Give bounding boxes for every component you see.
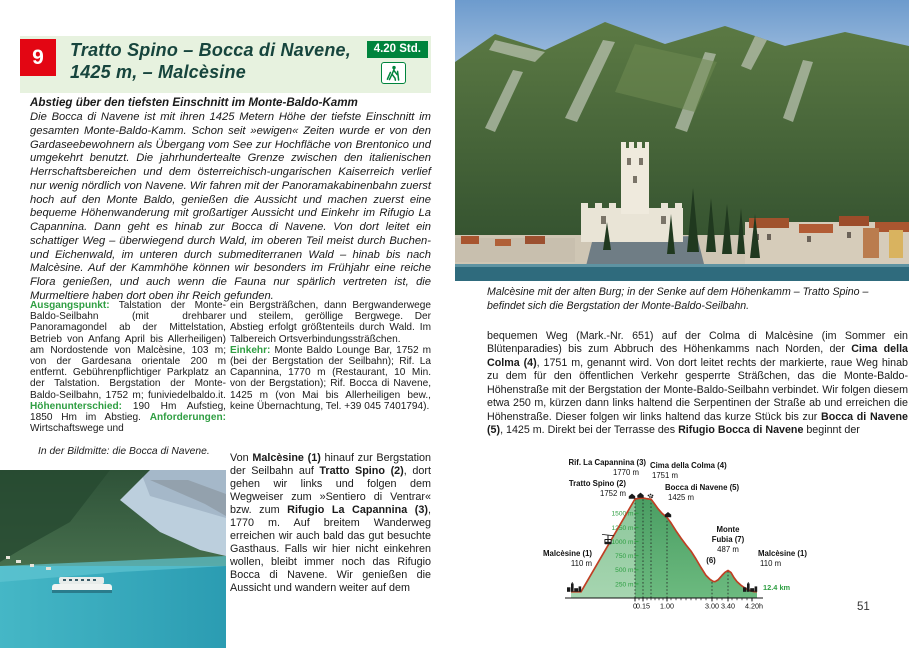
svg-text:0: 0 bbox=[633, 601, 637, 611]
photo-town-left bbox=[455, 236, 575, 262]
svg-text:4.20: 4.20 bbox=[745, 601, 759, 611]
photo-lake-shimmer bbox=[455, 264, 909, 267]
left-page bbox=[0, 0, 440, 648]
svg-text:1250 m: 1250 m bbox=[611, 524, 634, 532]
route-number-badge: 9 bbox=[20, 39, 56, 76]
page-number: 51 bbox=[857, 601, 870, 613]
svg-text:3.00: 3.00 bbox=[705, 601, 719, 611]
info-column-2 bbox=[230, 300, 431, 412]
text-hoehenunterschied: 190 Hm Aufstieg, 1850 Hm im Abstieg. bbox=[30, 400, 226, 424]
svg-text:1000 m: 1000 m bbox=[611, 538, 634, 546]
label-ausgangspunkt: Ausgangspunkt: bbox=[30, 300, 110, 311]
svg-text:1500 m: 1500 m bbox=[611, 510, 634, 518]
svg-text:h: h bbox=[759, 601, 763, 611]
village-icon bbox=[567, 582, 581, 592]
route-subtitle: Abstieg über den tiefsten Einschnitt im Monte-Baldo-Kamm bbox=[30, 96, 358, 109]
text-ausgangspunkt: Talstation der Monte-Baldo-Seilbahn (mit drehbarer Panoramagondel ab der Mittelstation, Betrieb von Anfang April bis Allerheiligen) am Nordostende von Malcèsine, 103 m; von der Gardesana orientale 200 m entfernt. Gebührenpflichtiger Parkplatz an der Talstation. Bergstation der Monte-Baldo-Seilbahn, 1752 m; funiviedelbaldo.it. bbox=[30, 300, 226, 401]
route-title-line2: 1425 m, – Malcèsine bbox=[70, 61, 246, 82]
svg-text:500 m: 500 m bbox=[615, 567, 634, 575]
svg-text:487 m: 487 m bbox=[717, 545, 739, 554]
hiker-icon bbox=[381, 62, 406, 84]
svg-text:Cima della Colma (4): Cima della Colma (4) bbox=[650, 461, 727, 470]
route-header bbox=[20, 36, 431, 93]
text-anforderungen: Wirtschaftswege und bbox=[30, 423, 124, 435]
photo-caption: Malcèsine mit der alten Burg; in der Senke auf dem Höhenkamm – Tratto Spino – befindet sich die Bergstation der Monte-Baldo-Seilbahn. bbox=[487, 286, 869, 312]
duration-badge: 4.20 Std. bbox=[367, 41, 428, 58]
photo-ferry-boat bbox=[52, 577, 112, 593]
svg-text:110 m: 110 m bbox=[570, 559, 592, 568]
svg-text:Rif. La Capannina (3): Rif. La Capannina (3) bbox=[568, 458, 646, 467]
svg-text:Malcèsine (1): Malcèsine (1) bbox=[543, 549, 592, 558]
svg-text:1770 m: 1770 m bbox=[612, 468, 639, 477]
label-einkehr: Einkehr: bbox=[230, 344, 271, 356]
svg-text:1752 m: 1752 m bbox=[599, 489, 626, 498]
route-title-line1: Tratto Spino – Bocca di Navene, bbox=[70, 40, 351, 60]
text-einkehr: Monte Baldo Lounge Bar, 1752 m (bei der Bergstation der Seilbahn); Rif. La Capannina, 1770 m (Restaurant, 10 Min. von der Bergstation); Rif. Bocca di Navene, 1425 m (von Mai bis Allerheiligen bew., keine Übernachtung, Tel. +39 045 7401794). bbox=[230, 344, 431, 412]
elevation-profile-chart bbox=[515, 455, 855, 617]
svg-text:(6): (6) bbox=[706, 556, 716, 565]
svg-text:12.4 km: 12.4 km bbox=[763, 583, 791, 592]
svg-text:Bocca di Navene (5): Bocca di Navene (5) bbox=[665, 483, 740, 492]
svg-text:110 m: 110 m bbox=[760, 559, 782, 568]
svg-text:1425 m: 1425 m bbox=[668, 493, 695, 502]
route-description-start: Von Malcèsine (1) hinauf zur Bergstation der Seilbahn auf Tratto Spino (2), dort gehen wir links und folgen dem Wegweiser zum »Sentiero di Ventrar« bzw. zum Rifugio La Capannina (3), 1770 m. Auf breitem Wanderweg erreichen wir auch bald das gut besuchte Gasthaus. Falls wir hier nicht einkehren wollen, bleibt immer noch das Rifugio Bocca di Navene. Wir genießen die Aussicht und wandern weiter auf dem bbox=[230, 452, 431, 594]
svg-text:0.15: 0.15 bbox=[636, 601, 650, 611]
svg-text:3.40: 3.40 bbox=[721, 601, 735, 611]
svg-text:750 m: 750 m bbox=[615, 553, 634, 560]
hut-icon bbox=[665, 512, 671, 517]
page-title bbox=[70, 40, 360, 83]
profile-time-axis bbox=[565, 598, 763, 611]
svg-text:Tratto Spino (2): Tratto Spino (2) bbox=[568, 479, 626, 488]
left-photo-caption: In der Bildmitte: die Bocca di Navene. bbox=[38, 446, 210, 457]
hut-icon bbox=[629, 494, 635, 499]
intro-paragraph: Die Bocca di Navene ist mit ihren 1425 Metern Höhe der tiefste Einschnitt im gesamten Monte-Baldo-Kamm. Schon seit »ewigen« Zeiten wurde er von den Gardaseebewohnern als Übergang vom See zur Hochfläche von Brentonico und umgekehrt benutzt. Die jahrhundertealte Grenze zwischen den italienischen Herrschaftsbereichen und dem österreichisch-ungarischen Kaiserreich verlief nur wenig nördlich von Navene. Wir fahren mit der Panoramakabinenbahn zuerst hoch auf den Monte Baldo, genießen die Aussicht und machen zuerst eine bequeme Höhenwanderung mit großartiger Aussicht und Einkehr im Rifugio La Capannina. Dann geht es hinab zur Bocca di Navene. Von dort leitet ein schattiger Weg – überwiegend durch Wald, im oberen Teil meist durch Buchen- und Eichenwald, im unteren durch submediterranen Wald – hinab bis nach Malcèsine. Auf der Kammhöhe können wir besonders im Frühjahr eine reiche Flora genießen, und auch wenn die Fauna nur spärlich vertreten ist, die Murmeltiere haben dort oben ihr Reich gefunden. bbox=[30, 111, 432, 302]
photo-town-right bbox=[745, 216, 909, 266]
hut-icon bbox=[637, 493, 643, 498]
svg-text:1751 m: 1751 m bbox=[652, 471, 679, 480]
svg-text:250 m: 250 m bbox=[615, 581, 634, 589]
lake-mountain-photo bbox=[0, 470, 226, 648]
svg-text:Monte: Monte bbox=[716, 525, 740, 534]
route-description-continued: bequemen Weg (Mark.-Nr. 651) auf der Colma di Malcèsine (im Sommer ein Blütenparadies) bis zum Abbruch des Höhenkamms nach Norden, der Cima della Colma (4), 1751 m, genannt wird. Von dort leitet rechts der markierte, raue Weg hinab zu dem für den öffentlichen Verkehr gesperrte Sträßchen, das die Monte-Baldo-Höhenstraße mit der Bergstation der Monte-Baldo-Seilbahn verbindet. Wir folgen diesem etwa 250 m, kürzen dann links haltend die Serpentinen der Straße ab und erreichen die Höhenstraße. Dieser folgen wir links haltend das kurze Stück bis zur Bocca di Navene (5), 1425 m. Direkt bei der Terrasse des Rifugio Bocca di Navene beginnt der bbox=[487, 330, 908, 437]
label-hoehenunterschied: Höhenunterschied: bbox=[30, 400, 122, 412]
right-page bbox=[455, 0, 909, 648]
text-anforderungen-cont: ein Bergsträßchen, dann Bergwanderwege und steilem, geröllige Bergwege. Der Abstieg erfolgt größtenteils durch Wald. Im Talbereich Ortsverbindungssträßchen. bbox=[230, 300, 431, 345]
hiker-icon-glyph bbox=[384, 65, 403, 82]
label-anforderungen: Anforderungen: bbox=[149, 412, 226, 424]
svg-text:1.00: 1.00 bbox=[660, 601, 674, 611]
malcesine-castle-photo bbox=[455, 0, 909, 281]
rocks-icon bbox=[648, 494, 654, 499]
info-column-1 bbox=[30, 300, 226, 434]
svg-text:Fubia (7): Fubia (7) bbox=[711, 535, 745, 544]
svg-text:Malcèsine (1): Malcèsine (1) bbox=[758, 549, 807, 558]
